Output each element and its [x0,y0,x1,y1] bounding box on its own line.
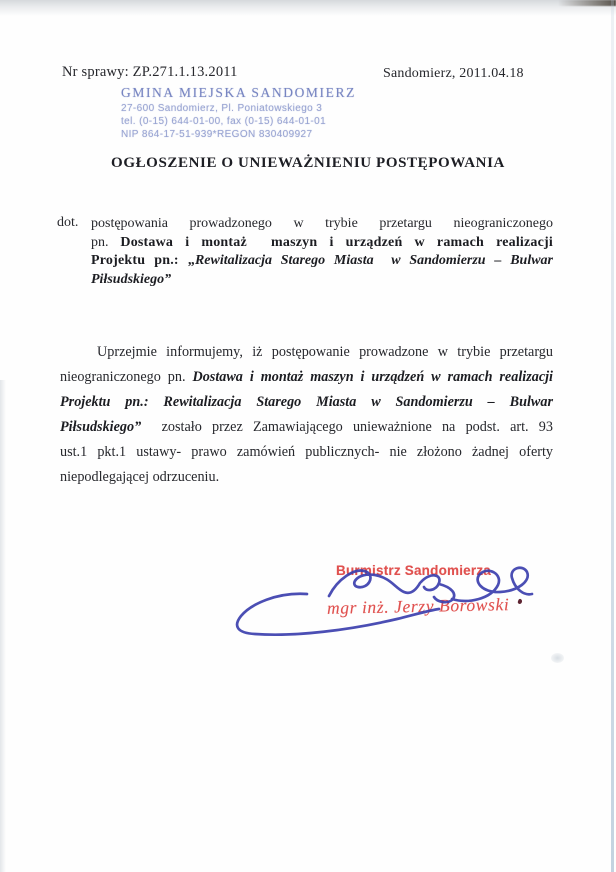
stamp-nip-regon: NIP 864-17-51-939*REGON 830409927 [121,129,313,140]
scan-left-edge [0,380,6,872]
subject-paragraph [57,215,553,289]
office-stamp [121,86,356,141]
text-line: Projektu pn.: Rewitalizacja Starego Miasta w Sandomierzu – Bulwar [60,394,553,410]
text-line: niepodlegającej odrzuceniu. [60,469,220,485]
stamp-office-name: GMINA MIEJSKA SANDOMIERZ [121,85,356,100]
text-line: postępowania prowadzonego w trybie przetargu nieograniczonego [91,216,553,231]
paper-smudge [551,653,564,663]
text-line: Piłsudskiego” [91,271,172,287]
body-paragraph [60,340,553,490]
text-line: Projektu pn.: „Rewitalizacja Starego Miasta w Sandomierzu – Bulwar [91,253,553,269]
handwritten-signature [225,552,555,642]
scan-corner-streak [558,0,616,6]
scan-top-shadow [0,0,616,16]
case-number: Nr sprawy: ZP.271.1.13.2011 [62,64,238,80]
stamp-address: 27-600 Sandomierz, Pl. Poniatowskiego 3 [121,103,323,114]
signature-name-stamp: mgr inż. Jerzy Borowski [326,594,510,618]
text-line: Piłsudskiego” zostało przez Zamawiającego unieważnione na podst. art. 93 [60,419,553,435]
subject-text [91,215,553,289]
subject-label: dot. [57,215,79,230]
text-line: pn. Dostawa i montaż maszyn i urządzeń w ramach realizacji [91,234,554,250]
date-line: Sandomierz, 2011.04.18 [383,66,524,81]
text-line: ust.1 pkt.1 ustawy- prawo zamówień publicznych- nie złożono żadnej oferty [60,444,553,460]
text-line: nieograniczonego pn. Dostawa i montaż maszyn i urządzeń w ramach realizacji [60,369,554,385]
stamp-phone: tel. (0-15) 644-01-00, fax (0-15) 644-01-01 [121,116,327,127]
text-line: Uprzejmie informujemy, iż postępowanie prowadzone w trybie przetargu [97,344,553,360]
page-title: OGŁOSZENIE O UNIEWAŻNIENIU POSTĘPOWANIA [111,155,505,171]
scan-right-edge [611,0,614,872]
signature-role-stamp: Burmistrz Sandomierza [336,563,491,578]
